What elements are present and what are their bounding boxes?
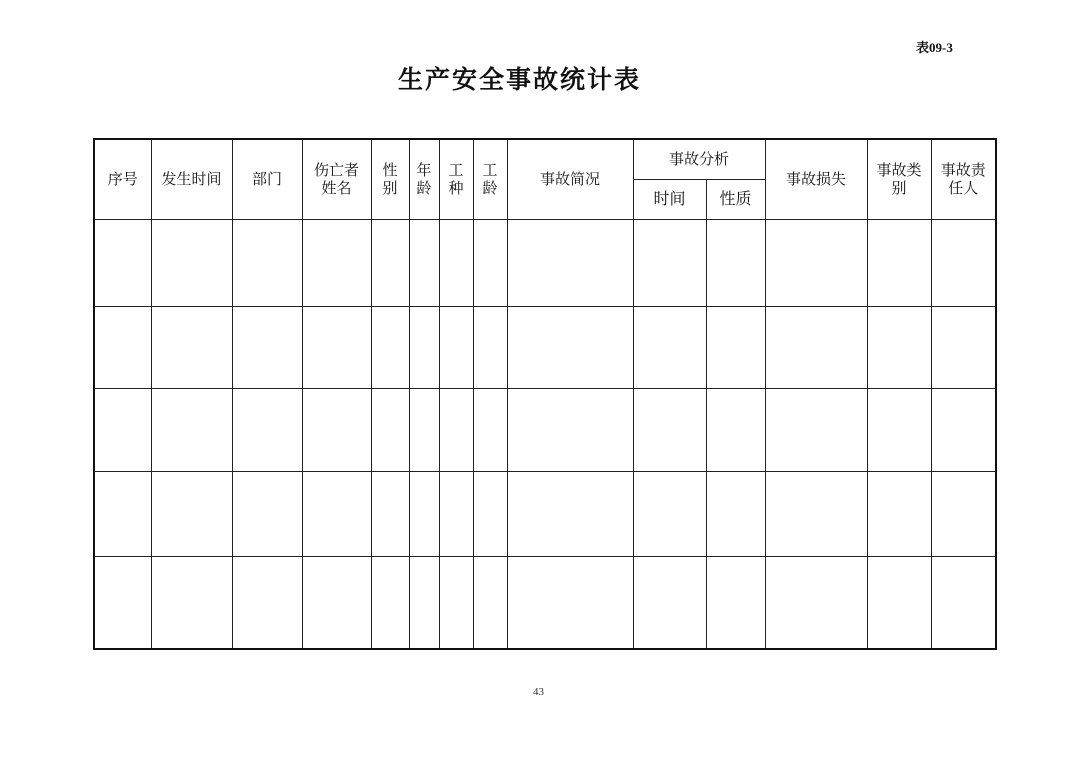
table-cell[interactable] (867, 471, 931, 556)
header-work-years-line1: 工 (482, 161, 498, 180)
table-cell[interactable] (507, 306, 633, 388)
header-occur-time: 发生时间 (151, 139, 232, 219)
table-cell[interactable] (151, 306, 232, 388)
table-cell[interactable] (232, 306, 302, 388)
table-cell[interactable] (94, 219, 151, 306)
header-responsible-line1: 事故责 (940, 161, 986, 180)
table-cell[interactable] (473, 471, 507, 556)
table-cell[interactable] (409, 388, 439, 471)
table-cell[interactable] (867, 388, 931, 471)
header-work-years (473, 139, 507, 219)
table-cell[interactable] (507, 388, 633, 471)
table-cell[interactable] (633, 306, 706, 388)
table-cell[interactable] (765, 471, 867, 556)
table-cell[interactable] (371, 388, 409, 471)
table-cell[interactable] (473, 219, 507, 306)
table-row (94, 556, 996, 649)
header-category (867, 139, 931, 219)
table-cell[interactable] (439, 306, 473, 388)
table-cell[interactable] (439, 471, 473, 556)
header-job-type-line1: 工 (448, 161, 464, 180)
table-cell[interactable] (706, 556, 765, 649)
header-casualty-name (302, 139, 371, 219)
table-cell[interactable] (151, 388, 232, 471)
header-seq: 序号 (94, 139, 151, 219)
header-gender-line1: 性 (382, 161, 398, 180)
header-category-line1: 事故类 (876, 161, 922, 180)
header-loss: 事故损失 (765, 139, 867, 219)
header-age (409, 139, 439, 219)
table-row (94, 219, 996, 306)
table-cell[interactable] (931, 471, 996, 556)
table-cell[interactable] (151, 471, 232, 556)
table-cell[interactable] (633, 388, 706, 471)
header-responsible (931, 139, 996, 219)
table-row (94, 388, 996, 471)
table-cell[interactable] (439, 388, 473, 471)
header-work-years-line2: 龄 (482, 179, 498, 198)
header-department: 部门 (232, 139, 302, 219)
table-cell[interactable] (439, 556, 473, 649)
table-cell[interactable] (867, 306, 931, 388)
table-cell[interactable] (931, 388, 996, 471)
table-cell[interactable] (867, 556, 931, 649)
table-cell[interactable] (371, 219, 409, 306)
table-cell[interactable] (232, 471, 302, 556)
table-cell[interactable] (931, 219, 996, 306)
table-cell[interactable] (371, 306, 409, 388)
table-cell[interactable] (409, 471, 439, 556)
header-responsible-line2: 任人 (948, 179, 979, 198)
table-cell[interactable] (633, 219, 706, 306)
table-cell[interactable] (633, 471, 706, 556)
table-cell[interactable] (409, 556, 439, 649)
table-cell[interactable] (302, 306, 371, 388)
table-cell[interactable] (765, 388, 867, 471)
header-job-type (439, 139, 473, 219)
table-cell[interactable] (94, 556, 151, 649)
table-cell[interactable] (706, 471, 765, 556)
table-cell[interactable] (931, 306, 996, 388)
accident-statistics-table (93, 138, 997, 650)
header-job-type-line2: 种 (448, 179, 464, 198)
table-cell[interactable] (94, 388, 151, 471)
table-cell[interactable] (371, 471, 409, 556)
table-cell[interactable] (473, 556, 507, 649)
page-number: 43 (533, 686, 544, 698)
table-cell[interactable] (706, 219, 765, 306)
header-age-line2: 龄 (416, 179, 432, 198)
header-age-line1: 年 (416, 161, 432, 180)
table-cell[interactable] (302, 388, 371, 471)
table-cell[interactable] (94, 471, 151, 556)
table-row (94, 306, 996, 388)
table-cell[interactable] (633, 556, 706, 649)
table-cell[interactable] (507, 219, 633, 306)
table-cell[interactable] (867, 219, 931, 306)
table-cell[interactable] (473, 388, 507, 471)
header-analysis: 事故分析 (633, 139, 765, 179)
table-cell[interactable] (706, 388, 765, 471)
table-cell[interactable] (507, 471, 633, 556)
header-gender-line2: 别 (382, 179, 398, 198)
form-number: 表09-3 (916, 40, 953, 55)
table-cell[interactable] (232, 219, 302, 306)
table-cell[interactable] (232, 556, 302, 649)
page-title: 生产安全事故统计表 (398, 65, 642, 94)
table-row (94, 471, 996, 556)
table-cell[interactable] (507, 556, 633, 649)
table-cell[interactable] (151, 219, 232, 306)
table-cell[interactable] (409, 219, 439, 306)
table-cell[interactable] (302, 556, 371, 649)
header-casualty-name-line2: 姓名 (321, 179, 352, 198)
table-cell[interactable] (302, 471, 371, 556)
header-casualty-name-line1: 伤亡者 (313, 161, 359, 180)
table-cell[interactable] (302, 219, 371, 306)
table-cell[interactable] (931, 556, 996, 649)
table-cell[interactable] (94, 306, 151, 388)
table-cell[interactable] (439, 219, 473, 306)
header-analysis-nature: 性质 (706, 179, 765, 219)
header-analysis-time: 时间 (633, 179, 706, 219)
table-cell[interactable] (232, 388, 302, 471)
table-cell[interactable] (765, 556, 867, 649)
table-cell[interactable] (765, 219, 867, 306)
header-gender (371, 139, 409, 219)
table-cell[interactable] (473, 306, 507, 388)
table-cell[interactable] (151, 556, 232, 649)
header-category-line2: 别 (891, 179, 907, 198)
header-summary: 事故简况 (507, 139, 633, 219)
table-cell[interactable] (409, 306, 439, 388)
table-cell[interactable] (706, 306, 765, 388)
table-cell[interactable] (371, 556, 409, 649)
table-cell[interactable] (765, 306, 867, 388)
